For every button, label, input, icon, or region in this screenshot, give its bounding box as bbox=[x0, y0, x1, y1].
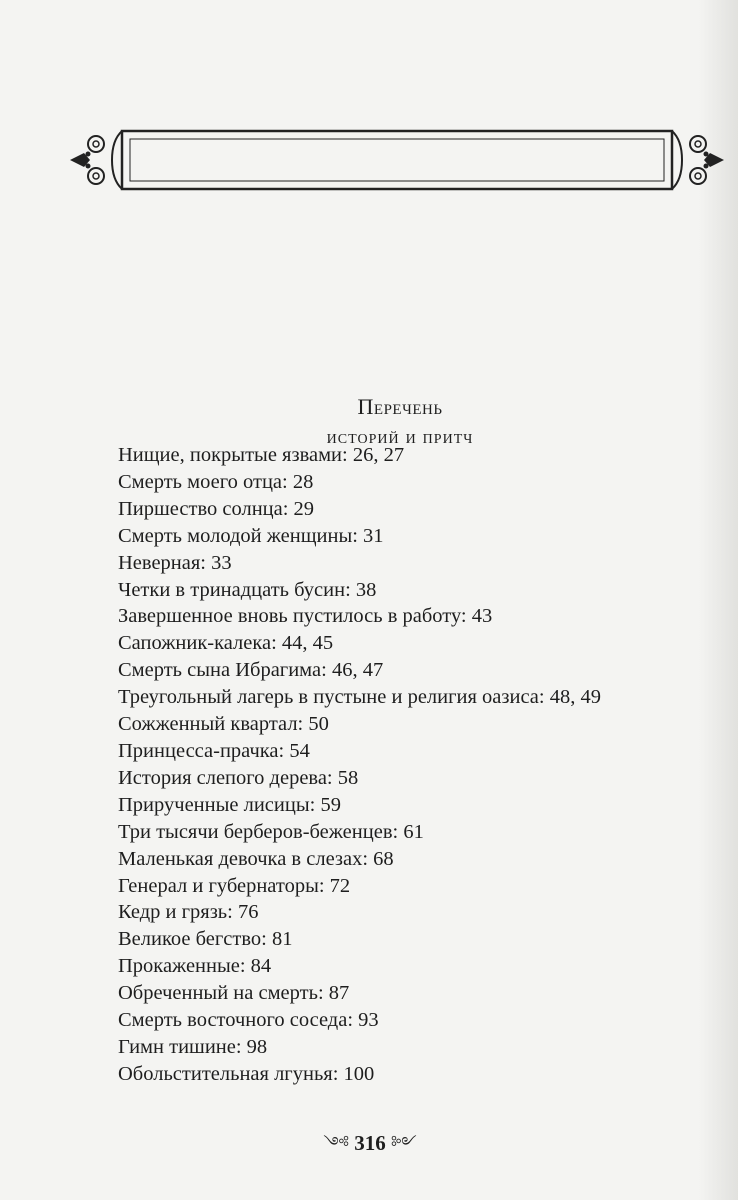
page-subtitle: историй и притч bbox=[326, 426, 474, 448]
list-item: Маленькая девочка в слезах: 68 bbox=[118, 847, 394, 870]
list-item: Четки в тринадцать бусин: 38 bbox=[118, 578, 377, 601]
ornament-left-icon: ༺ bbox=[323, 1135, 349, 1152]
list-item: Завершенное вновь пустилось в работу: 43 bbox=[118, 605, 493, 628]
list-item: Пиршество солнца: 29 bbox=[118, 497, 315, 520]
list-item: Смерть сына Ибрагима: 46, 47 bbox=[118, 659, 384, 682]
page-title: Перечень bbox=[357, 394, 443, 419]
ornamental-frame bbox=[60, 118, 725, 202]
list-item: Кедр и грязь: 76 bbox=[118, 901, 259, 924]
list-item: Смерть молодой женщины: 31 bbox=[118, 524, 384, 547]
list-item: Смерть моего отца: 28 bbox=[118, 470, 314, 493]
ornament-right-icon: ༻ bbox=[391, 1135, 417, 1152]
contents-list bbox=[118, 442, 601, 1088]
list-item: Смерть восточного соседа: 93 bbox=[118, 1009, 379, 1032]
list-item: Принцесса-прачка: 54 bbox=[118, 739, 310, 762]
list-item: Гимн тишине: 98 bbox=[118, 1035, 268, 1058]
list-item: Прокаженные: 84 bbox=[118, 955, 272, 978]
list-item: Сапожник-калека: 44, 45 bbox=[118, 632, 334, 655]
list-item: Неверная: 33 bbox=[118, 551, 232, 574]
list-item: Обреченный на смерть: 87 bbox=[118, 982, 350, 1005]
list-item: Сожженный квартал: 50 bbox=[118, 713, 329, 736]
list-item: Прирученные лисицы: 59 bbox=[118, 793, 341, 816]
list-item: Нищие, покрытые язвами: 26, 27 bbox=[118, 444, 405, 466]
list-item: Великое бегство: 81 bbox=[118, 928, 293, 951]
page-footer bbox=[0, 1125, 738, 1170]
list-item: Обольстительная лгунья: 100 bbox=[118, 1062, 375, 1085]
page-number: 316 bbox=[354, 1131, 386, 1155]
list-item: Три тысячи берберов-беженцев: 61 bbox=[118, 820, 424, 843]
list-item: Генерал и губернаторы: 72 bbox=[118, 874, 351, 897]
list-item: Треугольный лагерь в пустыне и религия оазиса: 48, 49 bbox=[118, 686, 601, 709]
list-item: История слепого дерева: 58 bbox=[118, 766, 359, 789]
